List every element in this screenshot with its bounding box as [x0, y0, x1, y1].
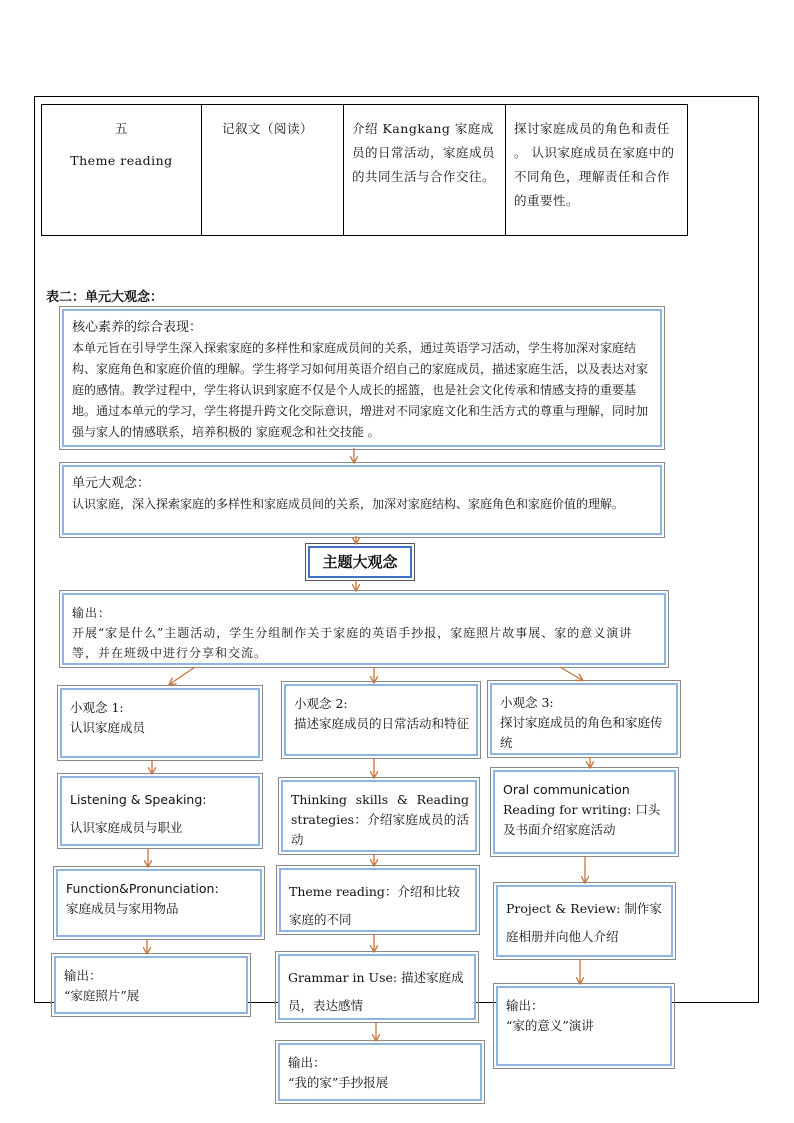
theme-idea-label: 主题大观念	[308, 546, 412, 578]
reading-for-writing-text: Reading for writing: 口头及书面介绍家庭活动	[503, 802, 661, 837]
mini-idea-1-text: 认识家庭成员	[70, 720, 146, 735]
thinking-reading-box	[281, 780, 477, 852]
mini-idea-3-box	[490, 683, 678, 755]
oral-communication-title: Oral communication	[503, 782, 630, 797]
mini-idea-1-title: 小观念 1:	[70, 700, 124, 715]
output-main-box	[62, 593, 666, 665]
mini-idea-3-title: 小观念 3:	[500, 695, 554, 710]
listening-speaking-box	[60, 776, 260, 846]
project-review-box	[496, 885, 673, 957]
listening-speaking-text: 认识家庭成员与职业	[70, 820, 183, 835]
output-main-text: 开展“家是什么”主题活动，学生分组制作关于家庭的英语手抄报，家庭照片故事展、家的意义演讲等，并在班级中进行分享和交流。	[72, 626, 633, 660]
table-row	[42, 105, 688, 236]
mini-idea-2-box	[284, 684, 478, 756]
lesson-number: 五	[114, 121, 128, 136]
oral-reading-box	[493, 770, 676, 854]
mini-idea-1-box	[60, 688, 260, 758]
table-cell-genre: 记叙文（阅读）	[202, 105, 344, 236]
core-literacy-text: 本单元旨在引导学生深入探索家庭的多样性和家庭成员间的关系，通过英语学习活动，学生将加深对家庭结构、家庭角色和家庭价值的理解。学生将学习如何用英语介绍自己的家庭成员，描述家庭生活，以及表达对家庭的感情。教学过程中，学生将认识到家庭不仅是个人成长的摇篮，也是社会文化传承和情感支持的重要基地。通过本单元的学习，学生将提升跨文化交际意识，增进对不同家庭文化和生活方式的尊重与理解，同时加强与家人的情感联系，培养积极的 家庭观念和社交技能 。	[72, 341, 649, 439]
unit-idea-box	[62, 465, 662, 535]
lesson-name: Theme reading	[70, 153, 173, 168]
theme-reading-box	[279, 868, 477, 932]
output-3-box	[496, 986, 672, 1066]
thinking-reading-text: Thinking skills & Reading strategies：介绍家庭成员的活动	[291, 792, 469, 847]
lesson-table	[41, 104, 688, 236]
grammar-box	[278, 954, 476, 1020]
function-pronunciation-box	[56, 869, 262, 937]
output-2-title: 输出：	[288, 1055, 326, 1070]
output-3-title: 输出：	[506, 998, 544, 1013]
unit-idea-title: 单元大观念：	[72, 476, 151, 491]
theme-reading-text: Theme reading：介绍和比较家庭的不同	[289, 884, 460, 927]
section-title: 表二：单元大观念：	[46, 290, 164, 305]
grammar-text: Grammar in Use: 描述家庭成员，表达感情	[288, 970, 464, 1013]
function-pronunciation-text: 家庭成员与家用物品	[66, 901, 179, 916]
output-3-text: “家的意义”演讲	[506, 1018, 594, 1033]
mini-idea-2-title: 小观念 2:	[294, 696, 348, 711]
table-cell-lesson	[42, 105, 202, 236]
unit-idea-text: 认识家庭，深入探索家庭的多样性和家庭成员间的关系，加深对家庭结构、家庭角色和家庭价值的理解。	[72, 497, 625, 511]
output-main-title: 输出：	[72, 606, 112, 620]
output-1-title: 输出：	[64, 968, 102, 983]
listening-speaking-title: Listening & Speaking:	[70, 792, 207, 807]
table-cell-content: 介绍 Kangkang 家庭成员的日常活动，家庭成员的共同生活与合作交往。	[344, 105, 506, 236]
table-cell-goal: 探讨家庭成员的角色和责任 。 认识家庭成员在家庭中的不同角色，理解责任和合作的重要性。	[506, 105, 688, 236]
output-2-box	[278, 1043, 482, 1101]
output-1-box	[54, 956, 248, 1014]
mini-idea-3-text: 探讨家庭成员的角色和家庭传统	[500, 715, 663, 750]
core-literacy-title: 核心素养的综合表现：	[72, 320, 203, 335]
project-review-text: Project & Review: 制作家庭相册并向他人介绍	[506, 901, 662, 944]
output-1-text: “家庭照片”展	[64, 988, 140, 1003]
output-2-text: “我的家”手抄报展	[288, 1075, 389, 1090]
mini-idea-2-text: 描述家庭成员的日常活动和特征	[294, 716, 470, 731]
core-literacy-box	[62, 309, 662, 447]
function-pronunciation-title: Function&Pronunciation:	[66, 881, 219, 896]
